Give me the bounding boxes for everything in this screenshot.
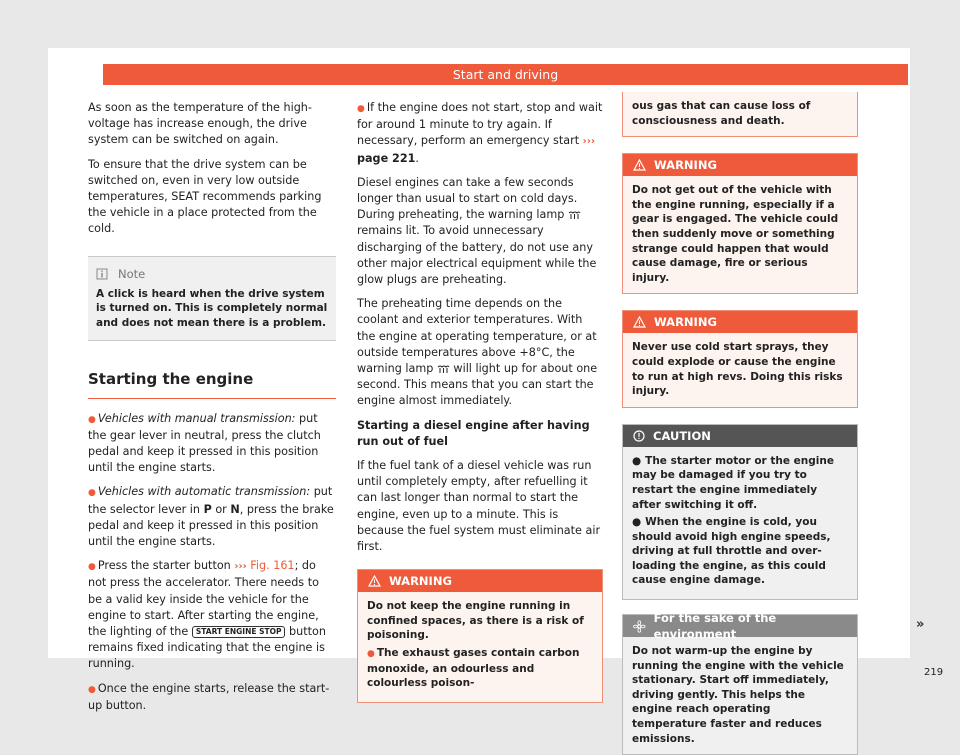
bullet-icon: ● <box>357 104 365 114</box>
warning-text: ous gas that can cause loss of consciousness and death. <box>632 100 811 127</box>
warning-box <box>622 153 858 294</box>
bullet-text: or <box>211 502 231 516</box>
paragraph-text: will light up for about one second. This means that you can start the engine almost immediately. <box>357 362 598 408</box>
warning-header <box>358 570 602 592</box>
gear-p: P <box>203 502 212 516</box>
bullet-icon: ● <box>88 684 96 695</box>
warning-header <box>623 311 857 333</box>
bullet-item <box>88 558 336 672</box>
caution-text: When the engine is cold, you should avoid high engine speeds, driving at full throttle and over-loading the engine, as this could cause engine damage. <box>632 516 831 587</box>
bullet-text: If the engine does not start, stop and wait for around 1 minute to try again. If necessary, perform an emergency start <box>357 101 603 148</box>
warning-header <box>623 154 857 176</box>
page-number: 219 <box>924 667 944 678</box>
bullet-text: Once the engine starts, release the start-up button. <box>88 681 330 712</box>
bullet-item <box>88 681 336 714</box>
caution-box <box>622 424 858 600</box>
warning-body <box>358 592 602 702</box>
warning-text: The exhaust gases contain carbon monoxide, an odourless and colourless poison- <box>367 647 580 690</box>
warning-box <box>622 310 858 407</box>
glow-plug-lamp-icon <box>437 365 450 374</box>
warning-box <box>357 569 603 703</box>
bullet-text: put the selector lever in <box>88 485 333 516</box>
page <box>48 48 944 745</box>
info-icon <box>96 268 108 280</box>
caution-bullet <box>632 454 848 512</box>
warning-body: Do not get out of the vehicle with the engine running, especially if a gear is engaged. The vehicle could then suddenly move or something strange could happen that would cause damage, fire or serious injury. <box>632 184 839 284</box>
bullet-icon: ● <box>632 454 642 467</box>
note-header <box>96 266 328 282</box>
column-1 <box>88 100 336 722</box>
paragraph-text: remains lit. To avoid unnecessary discharging of the battery, do not use any other major electrical equipment while the glow plugs are preheating. <box>357 224 597 287</box>
environment-title: For the sake of the environment <box>653 610 777 642</box>
caution-title: CAUTION <box>653 428 711 443</box>
warning-bullet <box>367 646 593 691</box>
start-stop-button-icon: START ENGINE STOP <box>192 626 286 638</box>
paragraph-text: The preheating time depends on the coolant and exterior temperatures. With the engine at operating temperature, or at outside temperatures above +8°C, the warning lamp <box>357 297 597 376</box>
warning-box-continued <box>622 92 858 137</box>
environment-box <box>622 610 858 755</box>
warning-title: WARNING <box>389 574 452 589</box>
figure-link[interactable]: Fig. 161 <box>246 559 295 573</box>
bullet-icon: ● <box>367 649 375 660</box>
page-header: Start and driving <box>103 64 908 85</box>
note-title: Note <box>118 266 146 281</box>
paragraph <box>357 175 603 288</box>
bullet-text: put the gear lever in neutral, press the clutch pedal and keep it pressed in this position until the engine starts. <box>88 411 321 475</box>
bullet-lead: Vehicles with manual transmission: <box>97 411 296 425</box>
environment-header <box>623 610 857 642</box>
paragraph <box>357 296 603 409</box>
subheading: Starting a diesel engine after having run out of fuel <box>357 418 590 448</box>
warning-triangle-icon <box>633 159 646 171</box>
flower-environment-icon <box>633 620 646 633</box>
bullet-item <box>88 484 336 550</box>
bullet-text: , press the brake pedal and keep it pressed in this position until the engine starts. <box>88 502 334 548</box>
warning-title: WARNING <box>654 315 717 330</box>
bullet-item <box>357 100 603 167</box>
note-box <box>88 256 336 342</box>
bullet-item <box>88 411 336 477</box>
page-link[interactable]: page 221 <box>357 151 416 165</box>
bullet-lead: Vehicles with automatic transmission: <box>97 485 311 499</box>
column-3 <box>622 92 858 755</box>
cross-ref-arrow-icon: ››› <box>582 136 596 148</box>
note-body: A click is heard when the drive system is turned on. This is completely normal and does not mean there is a problem. <box>96 287 328 329</box>
environment-body: Do not warm-up the engine by running the engine with the vehicle stationary. Start off immediately, driving gently. This helps the engine reach operating temperature faster and reduces emissions. <box>632 645 844 745</box>
caution-text: The starter motor or the engine may be damaged if you try to restart the engine immediately after switching it off. <box>632 454 834 511</box>
bullet-text: button remains fixed indicating that the engine is running. <box>88 624 326 671</box>
gear-n: N <box>230 502 240 516</box>
paragraph-text: Diesel engines can take a few seconds longer than usual to start on cold days. During preheating, the warning lamp <box>357 175 578 222</box>
caution-clock-icon <box>633 430 645 442</box>
bullet-icon: ● <box>632 516 642 529</box>
caution-header <box>623 425 857 447</box>
section-title: Starting the engine <box>88 363 336 398</box>
cross-ref-arrow-icon: ››› <box>234 561 247 573</box>
warning-title: WARNING <box>654 158 717 173</box>
paragraph: To ensure that the drive system can be switched on, even in very low outside temperatures, SEAT recommends parking the vehicle in a place protected from the cold. <box>88 157 322 236</box>
glow-plug-lamp-icon <box>568 211 581 220</box>
column-2 <box>357 100 603 703</box>
bullet-text: ; do not press the accelerator. There needs to be a valid key inside the vehicle for the engine to start. After starting the engine, the lighting of the <box>88 559 319 638</box>
caution-bullet <box>632 515 848 588</box>
bullet-icon: ● <box>88 562 96 573</box>
warning-triangle-icon <box>368 575 381 587</box>
warning-triangle-icon <box>633 316 646 328</box>
paragraph: As soon as the temperature of the high-voltage has increase enough, the drive system can be switched on again. <box>88 101 312 147</box>
bullet-icon: ● <box>88 488 96 499</box>
continue-arrow-icon: » <box>916 617 925 632</box>
bullet-text: . <box>415 151 419 165</box>
bullet-text: Press the starter button <box>97 559 235 573</box>
caution-body <box>623 447 857 599</box>
warning-body: Never use cold start sprays, they could explode or cause the engine to run at high revs. Doing this risks injury. <box>632 341 843 398</box>
warning-text: Do not keep the engine running in confined spaces, as there is a risk of poisoning. <box>367 600 584 642</box>
paragraph: If the fuel tank of a diesel vehicle was run until completely empty, after refuelling it can last longer than normal to start the engine, even up to a minute. This is because the fuel system must eliminate air first. <box>357 459 601 554</box>
bullet-icon: ● <box>88 414 96 425</box>
